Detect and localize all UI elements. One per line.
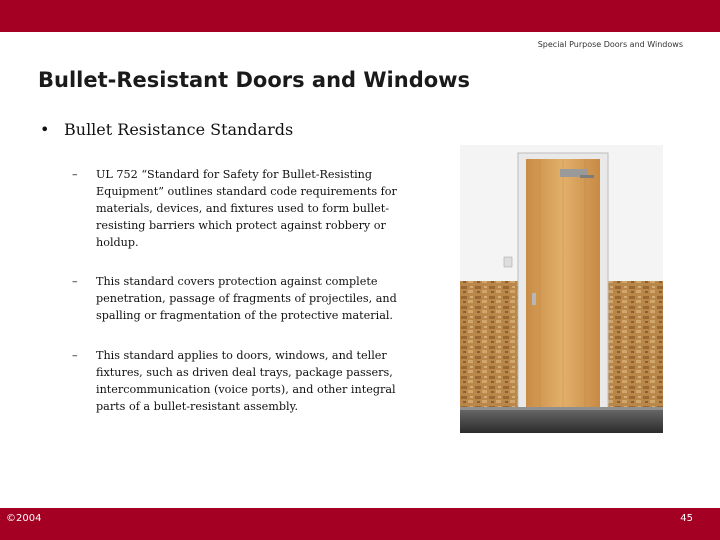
dash-icon: – [72,349,78,362]
main-bullet [40,120,293,139]
slide-title: Bullet-Resistant Doors and Windows [38,68,471,92]
wall-switch-icon [504,257,512,267]
sub-point-3 [72,347,412,415]
door-photo [460,145,663,433]
sub-point-text: UL 752 “Standard for Safety for Bullet-Resisting Equipment” outlines standard code requirements for materials, devices, and fixtures used to form bullet-resisting barriers which protect against robbery or holdup. [96,168,397,249]
door-handle-icon [532,293,536,305]
copyright-text: ©2004 [6,513,42,524]
bottom-banner [0,508,720,540]
bullet-icon: • [40,120,50,139]
main-bullet-label: Bullet Resistance Standards [64,120,294,139]
wooden-door [526,159,600,413]
dash-icon: – [72,275,78,288]
sub-point-text: This standard applies to doors, windows, and teller fixtures, such as driven deal trays, package passers, intercommunication (voice ports), and other integral parts of a bullet-resistant assembly. [96,349,396,413]
sub-point-1 [72,166,412,251]
top-banner [0,0,720,32]
sub-point-text: This standard covers protection against complete penetration, passage of fragments of projectiles, and spalling or fragmentation of the protective material. [96,275,397,322]
section-header: Special Purpose Doors and Windows [537,40,683,49]
sub-point-2 [72,273,412,324]
floor [460,407,663,433]
dash-icon: – [72,168,78,181]
page-number: 45 [680,513,693,524]
